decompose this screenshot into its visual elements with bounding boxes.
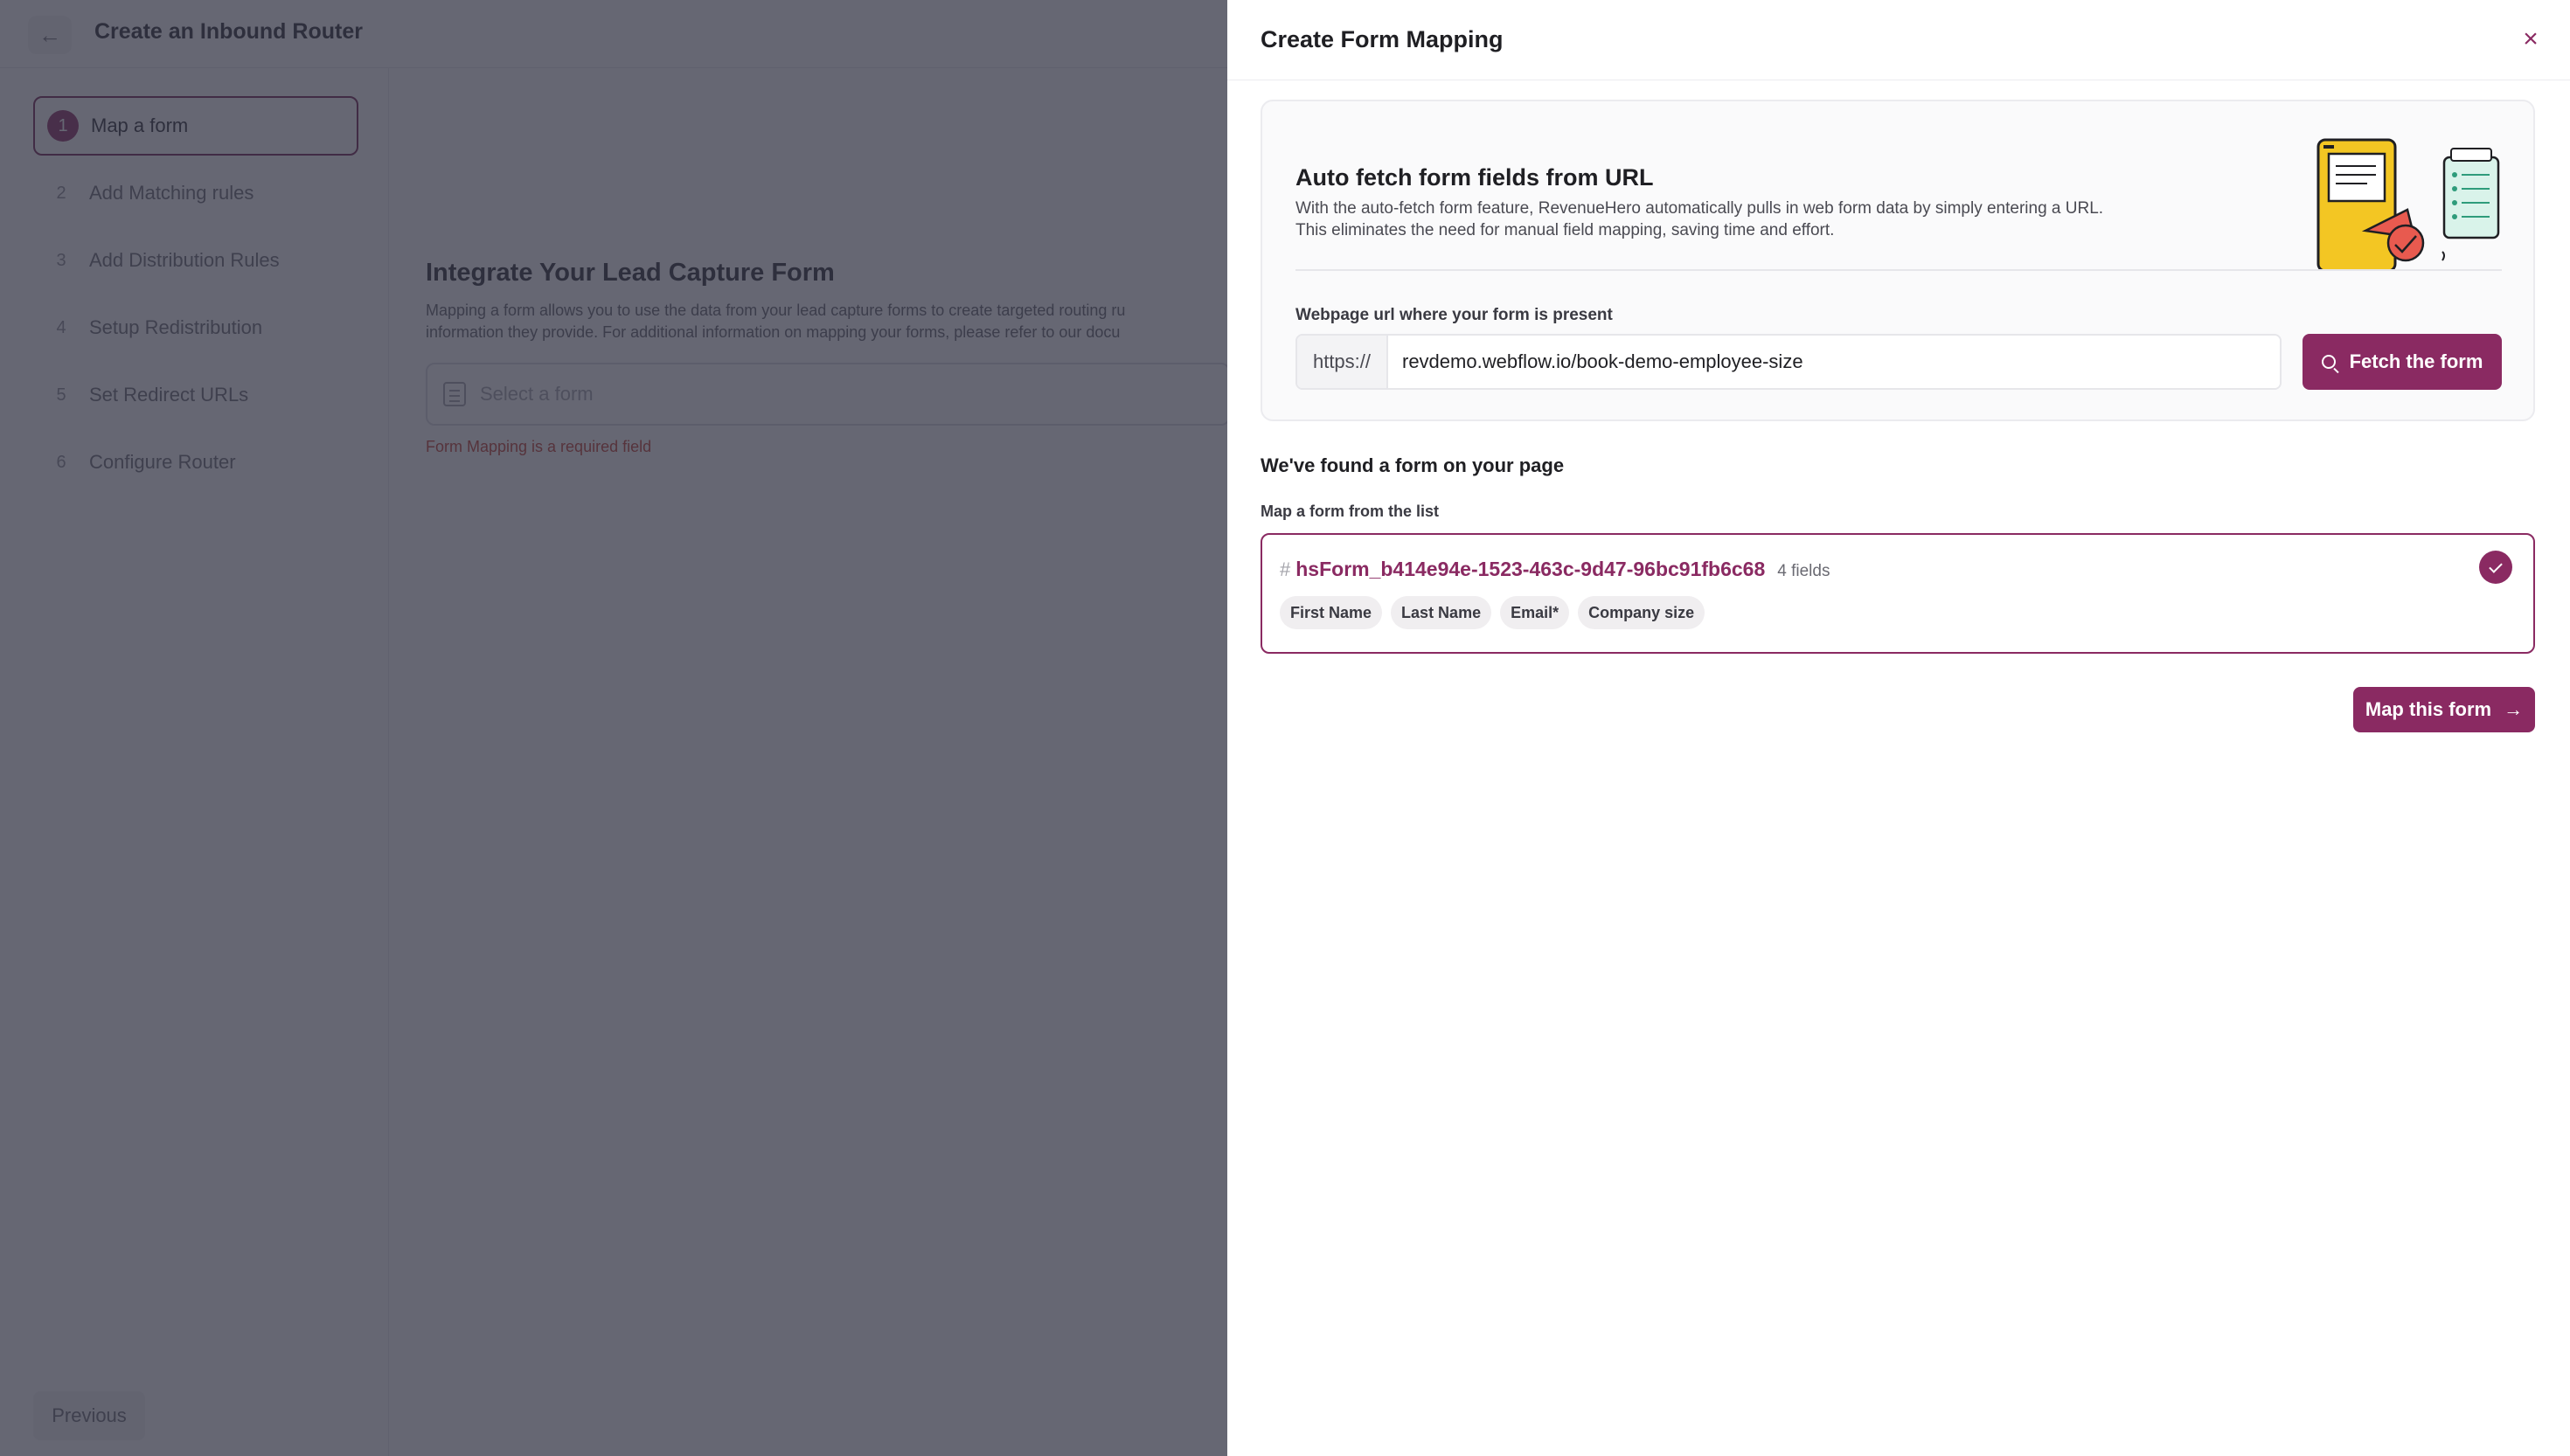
fetch-form-label: Fetch the form bbox=[2349, 350, 2483, 372]
map-this-form-label: Map this form bbox=[2365, 698, 2492, 720]
drawer-header bbox=[1227, 0, 2570, 80]
map-this-form-button[interactable] bbox=[2353, 687, 2535, 732]
field-count: 4 fields bbox=[1777, 562, 1830, 580]
url-label: Webpage url where your form is present bbox=[1295, 306, 1613, 324]
auto-fetch-description-line: With the auto-fetch form feature, RevenueHero automatically pulls in web form data by simply entering a URL. bbox=[1295, 199, 2104, 218]
close-button[interactable] bbox=[2518, 26, 2544, 52]
form-id: hsForm_b414e94e-1523-463c-9d47-96bc91fb6c68 bbox=[1295, 558, 1766, 580]
auto-fetch-description bbox=[1295, 198, 2222, 241]
fetch-form-button[interactable] bbox=[2303, 334, 2502, 390]
found-form-title: We've found a form on your page bbox=[1261, 454, 1565, 476]
url-input[interactable] bbox=[1388, 336, 2280, 388]
form-illustration-icon bbox=[2311, 135, 2504, 271]
card-divider bbox=[1295, 269, 2502, 271]
field-chips bbox=[1280, 596, 1705, 629]
form-list-label: Map a form from the list bbox=[1261, 503, 1440, 520]
checkmark-icon bbox=[2489, 559, 2503, 573]
form-option-card[interactable] bbox=[1261, 533, 2535, 654]
url-input-group bbox=[1295, 334, 2282, 390]
hash-icon: # bbox=[1280, 558, 1291, 580]
close-icon: × bbox=[2523, 24, 2539, 53]
field-chip: Company size bbox=[1578, 596, 1705, 629]
auto-fetch-description-line: This eliminates the need for manual field mapping, saving time and effort. bbox=[1295, 221, 1835, 239]
auto-fetch-card bbox=[1261, 100, 2535, 421]
selected-check-icon[interactable] bbox=[2479, 551, 2512, 584]
arrow-right-icon: → bbox=[2504, 698, 2524, 720]
form-name-row bbox=[1280, 558, 1830, 581]
search-icon bbox=[2322, 355, 2336, 369]
field-chip: Email* bbox=[1500, 596, 1569, 629]
form-mapping-drawer bbox=[1227, 0, 2570, 1456]
drawer-title: Create Form Mapping bbox=[1261, 26, 1504, 52]
url-prefix: https:// bbox=[1297, 336, 1388, 388]
field-chip: Last Name bbox=[1391, 596, 1491, 629]
auto-fetch-title: Auto fetch form fields from URL bbox=[1295, 164, 1654, 191]
field-chip: First Name bbox=[1280, 596, 1382, 629]
